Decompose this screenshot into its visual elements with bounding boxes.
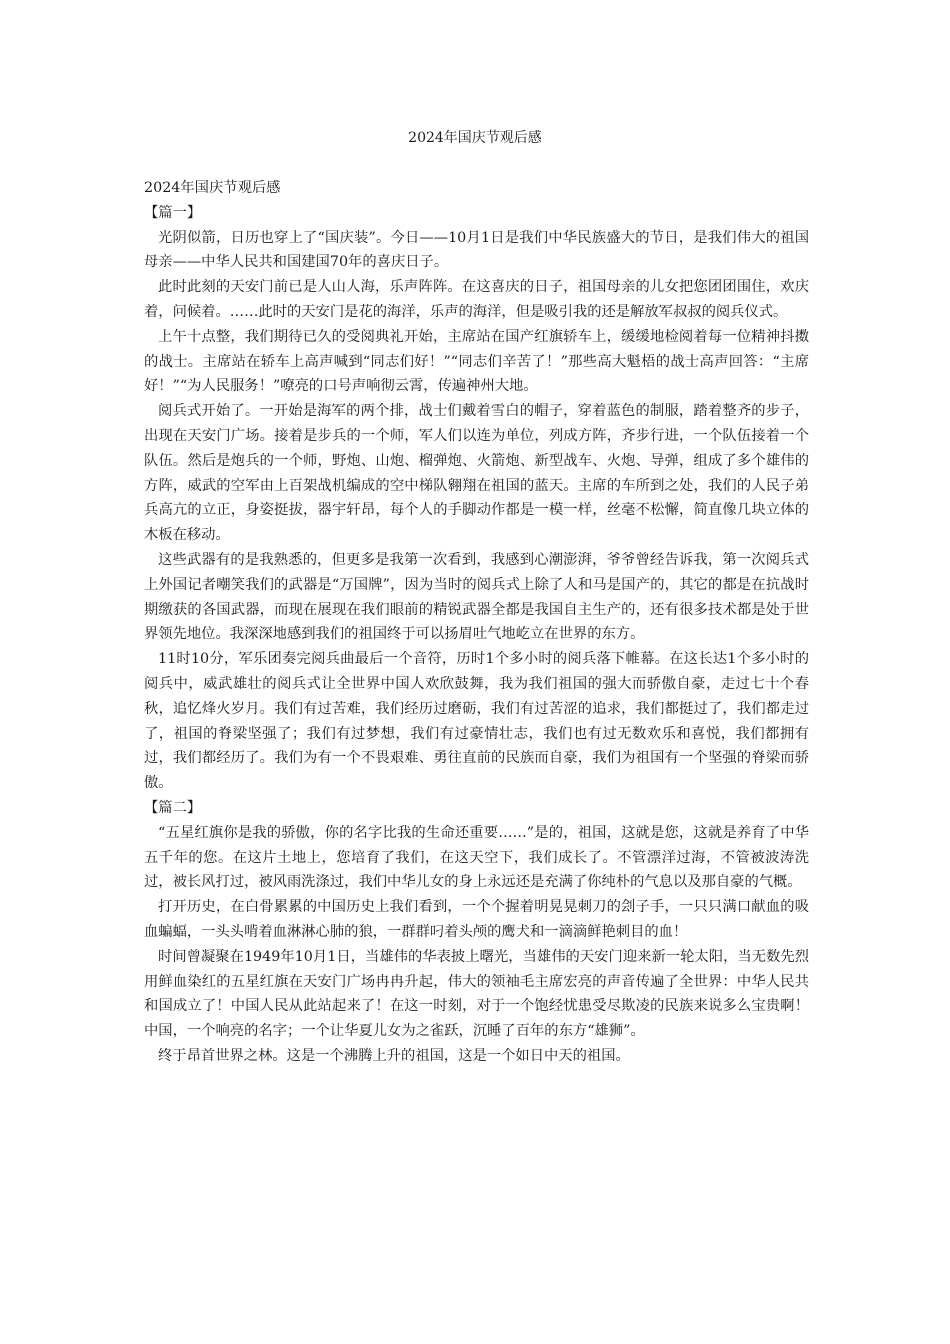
document-body [144, 176, 809, 1069]
paragraph: 时间曾凝聚在1949年10月1日，当雄伟的华表披上曙光，当雄伟的天安门迎来新一轮太阳，当无数先烈用鲜血染红的五星红旗在天安门广场冉冉升起，伟大的领袖毛主席宏亮的声音传遍了全世界：中华人民共和国成立了！中国人民从此站起来了！在这一时刻，对于一个饱经忧患受尽欺凌的民族来说多么宝贵啊！中国，一个响亮的名字；一个让华夏儿女为之雀跃，沉睡了百年的东方“雄狮”。 [144, 948, 809, 1040]
paragraph: 阅兵式开始了。一开始是海军的两个排，战士们戴着雪白的帽子，穿着蓝色的制服，踏着整齐的步子，出现在天安门广场。接着是步兵的一个师，军人们以连为单位，列成方阵，齐步行进，一个队伍接着一个队伍。然后是炮兵的一个师，野炮、山炮、榴弹炮、火箭炮、新型战车、火炮、导弹，组成了多个雄伟的方阵，威武的空军由上百架战机编成的空中梯队翱翔在祖国的蓝天。主席的车所到之处，我们的人民子弟兵高亢的立正，身姿挺拔，器宇轩昂，每个人的手脚动作都是一模一样，丝毫不松懈，简直像几块立体的木板在移动。 [144, 403, 809, 544]
document-title: 2024年国庆节观后感 [144, 180, 281, 196]
paragraph: 上午十点整，我们期待已久的受阅典礼开始，主席站在国产红旗轿车上，缓缓地检阅着每一位精神抖擞的战士。主席站在轿车上高声喊到“同志们好！”“同志们辛苦了！”那些高大魁梧的战士高声回答：“主席好！”“为人民服务！”嘹亮的口号声响彻云霄，传遍神州大地。 [144, 328, 809, 395]
paragraph: 这些武器有的是我熟悉的，但更多是我第一次看到，我感到心潮澎湃，爷爷曾经告诉我，第一次阅兵式上外国记者嘲笑我们的武器是“万国牌”，因为当时的阅兵式上除了人和马是国产的，其它的都是在抗战时期缴获的各国武器，而现在展现在我们眼前的精锐武器全都是我国自主生产的，还有很多技术都是处于世界领先地位。我深深地感到我们的祖国终于可以扬眉吐气地屹立在世界的东方。 [144, 551, 809, 643]
section-label: 【篇一】 [144, 204, 202, 221]
paragraph: 光阴似箭，日历也穿上了“国庆装”。今日——10月1日是我们中华民族盛大的节日，是我们伟大的祖国母亲——中华人民共和国建国70年的喜庆日子。 [144, 229, 809, 271]
paragraph: 11时10分，军乐团奏完阅兵曲最后一个音符，历时1个多小时的阅兵落下帷幕。在这长达1个多小时的阅兵中，威武雄壮的阅兵式让全世界中国人欢欣鼓舞，我为我们祖国的强大而骄傲自豪，走过七十个春秋，追忆烽火岁月。我们有过苦难，我们经历过磨砺，我们有过苦涩的追求，我们都挺过了，我们都走过了，祖国的脊梁坚强了；我们有过梦想，我们有过豪情壮志，我们也有过无数欢乐和喜悦，我们都拥有过，我们都经历了。我们为有一个不畏艰难、勇往直前的民族而自豪，我们为祖国有一个坚强的脊梁而骄傲。 [144, 651, 809, 792]
paragraph: “五星红旗你是我的骄傲，你的名字比我的生命还重要……”是的，祖国，这就是您，这就是养育了中华五千年的您。在这片土地上，您培育了我们，在这天空下，我们成长了。不管漂洋过海，不管被波涛洗过，被长风打过，被风雨洗涤过，我们中华儿女的身上永远还是充满了你纯朴的气息以及那自豪的气概。 [144, 824, 809, 891]
paragraph: 终于昂首世界之林。这是一个沸腾上升的祖国，这是一个如日中天的祖国。 [158, 1047, 630, 1064]
paragraph: 此时此刻的天安门前已是人山人海，乐声阵阵。在这喜庆的日子，祖国母亲的儿女把您团团围住，欢庆着，问候着。……此时的天安门是花的海洋，乐声的海洋，但是吸引我的还是解放军叔叔的阅兵仪式。 [144, 279, 809, 320]
page-header-title: 2024年国庆节观后感 [408, 130, 542, 146]
paragraph: 打开历史，在白骨累累的中国历史上我们看到，一个个握着明晃晃刺刀的刽子手，一只只满口献血的吸血蝙蝠，一头头啃着血淋淋心肺的狼，一群群叼着头颅的鹰犬和一滴滴鲜艳刺目的血！ [144, 899, 809, 940]
section-label: 【篇二】 [144, 799, 202, 816]
